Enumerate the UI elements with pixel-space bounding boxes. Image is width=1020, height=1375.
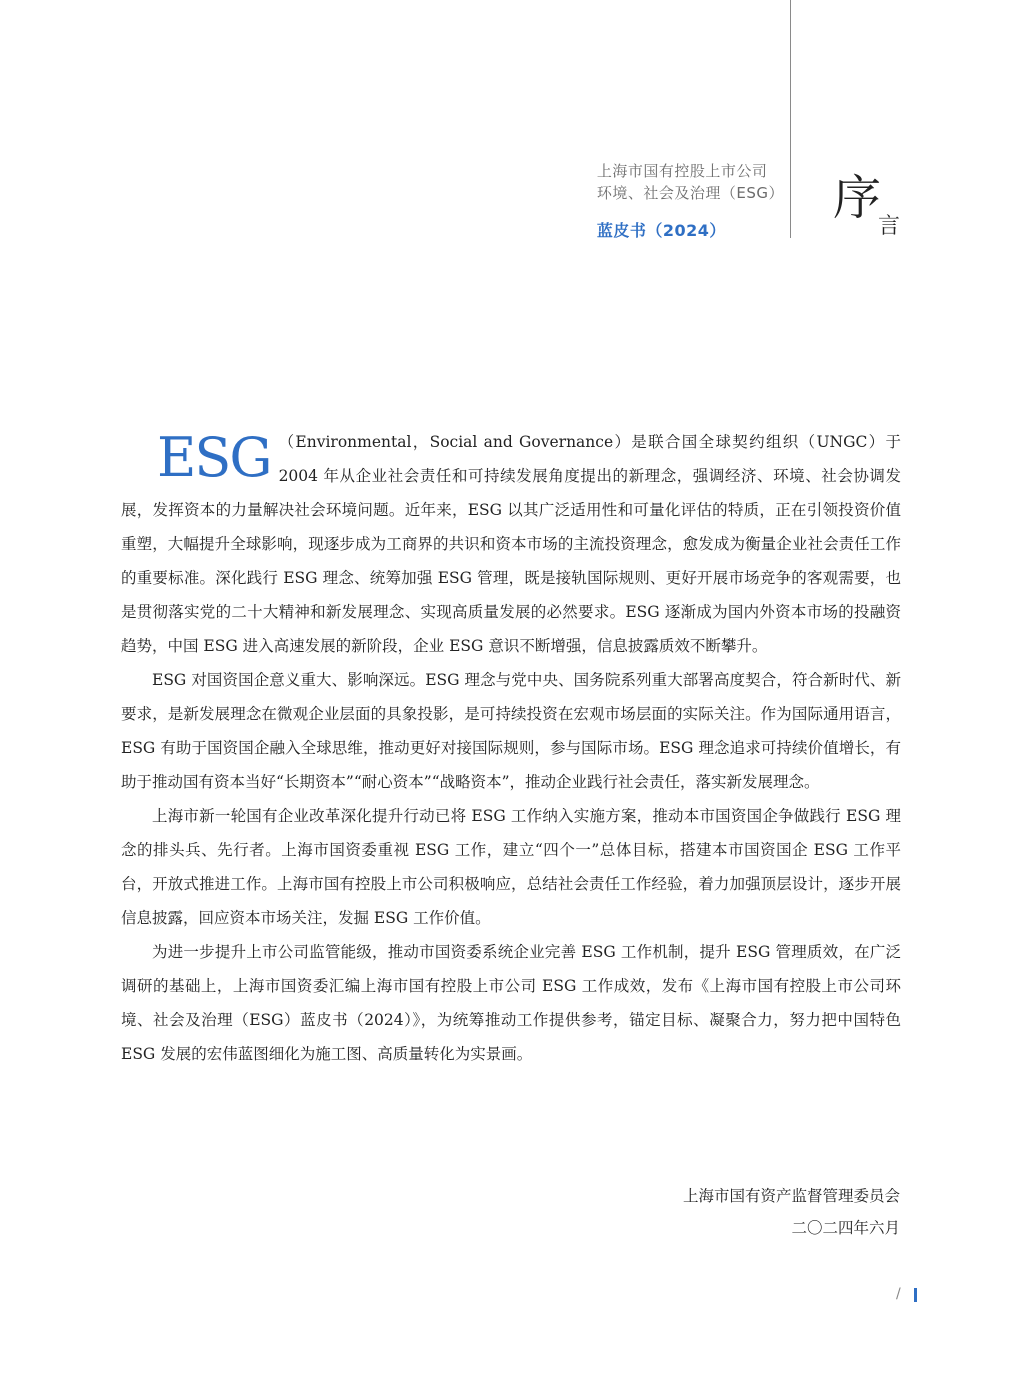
header-line-1: 上海市国有控股上市公司 [596, 162, 768, 180]
paragraph-4: 为进一步提升上市公司监管能级，推动市国资委系统企业完善 ESG 工作机制，提升 ESG 管理质效，在广泛调研的基础上，上海市国资委汇编上海市国有控股上市公司 ESG 工作成效，发布《上海市国有控股上市公司环境、社会及治理（ESG）蓝皮书（2024）》，为统筹推动工作提供参考，锚定目标、凝聚合力，努力把中国特色 ESG 发展的宏伟蓝图细化为施工图、高质量转化为实景画。 [121, 943, 901, 1063]
body-content [121, 425, 901, 1071]
page-title-small: 言 [878, 214, 901, 239]
header-subtitle: 蓝皮书（2024） [596, 221, 726, 240]
signature-org: 上海市国有资产监督管理委员会 [682, 1187, 900, 1205]
header-line-2: 环境、社会及治理（ESG） [596, 184, 784, 202]
signature-date: 二〇二四年六月 [791, 1219, 900, 1237]
paragraph-3: 上海市新一轮国有企业改革深化提升行动已将 ESG 工作纳入实施方案，推动本市国资国企争做践行 ESG 理念的排头兵、先行者。上海市国资委重视 ESG 工作，建立“四个一”总体目标，搭建本市国资国企 ESG 工作平台，开放式推进工作。上海市国有控股上市公司积极响应，总结社会责任工作经验，着力加强顶层设计，逐步开展信息披露，回应资本市场关注，发掘 ESG 工作价值。 [121, 807, 901, 927]
header-divider [790, 0, 791, 238]
page-mark: / [896, 1286, 901, 1302]
signature [683, 1180, 900, 1244]
page-title-big: 序 [833, 170, 882, 226]
paragraph-2: ESG 对国资国企意义重大、影响深远。ESG 理念与党中央、国务院系列重大部署高度契合，符合新时代、新要求，是新发展理念在微观企业层面的具象投影，是可持续投资在宏观市场层面的实际关注。作为国际通用语言，ESG 有助于国资国企融入全球思维，推动更好对接国际规则，参与国际市场。ESG 理念追求可持续价值增长，有助于推动国有资本当好“长期资本”“耐心资本”“战略资本”，推动企业践行社会责任，落实新发展理念。 [121, 671, 901, 791]
dropcap: ESG [157, 426, 271, 489]
paragraph-1-text: （Environmental，Social and Governance）是联合国全球契约组织（UNGC）于 2004 年从企业社会责任和可持续发展角度提出的新理念，强调经济、环境、社会协调发展，发挥资本的力量解决社会环境问题。近年来，ESG 以其广泛适用性和可量化评估的特质，正在引领投资价值重塑，大幅提升全球影响，现逐步成为工商界的共识和资本市场的主流投资理念，愈发成为衡量企业社会责任工作的重要标准。深化践行 ESG 理念、统筹加强 ESG 管理，既是接轨国际规则、更好开展市场竞争的客观需要，也是贯彻落实党的二十大精神和新发展理念、实现高质量发展的必然要求。ESG 逐渐成为国内外资本市场的投融资趋势，中国 ESG 进入高速发展的新阶段，企业 ESG 意识不断增强，信息披露质效不断攀升。 [121, 433, 901, 655]
header-block [597, 160, 784, 241]
page-bar [914, 1288, 917, 1302]
paragraph-1 [121, 425, 901, 663]
